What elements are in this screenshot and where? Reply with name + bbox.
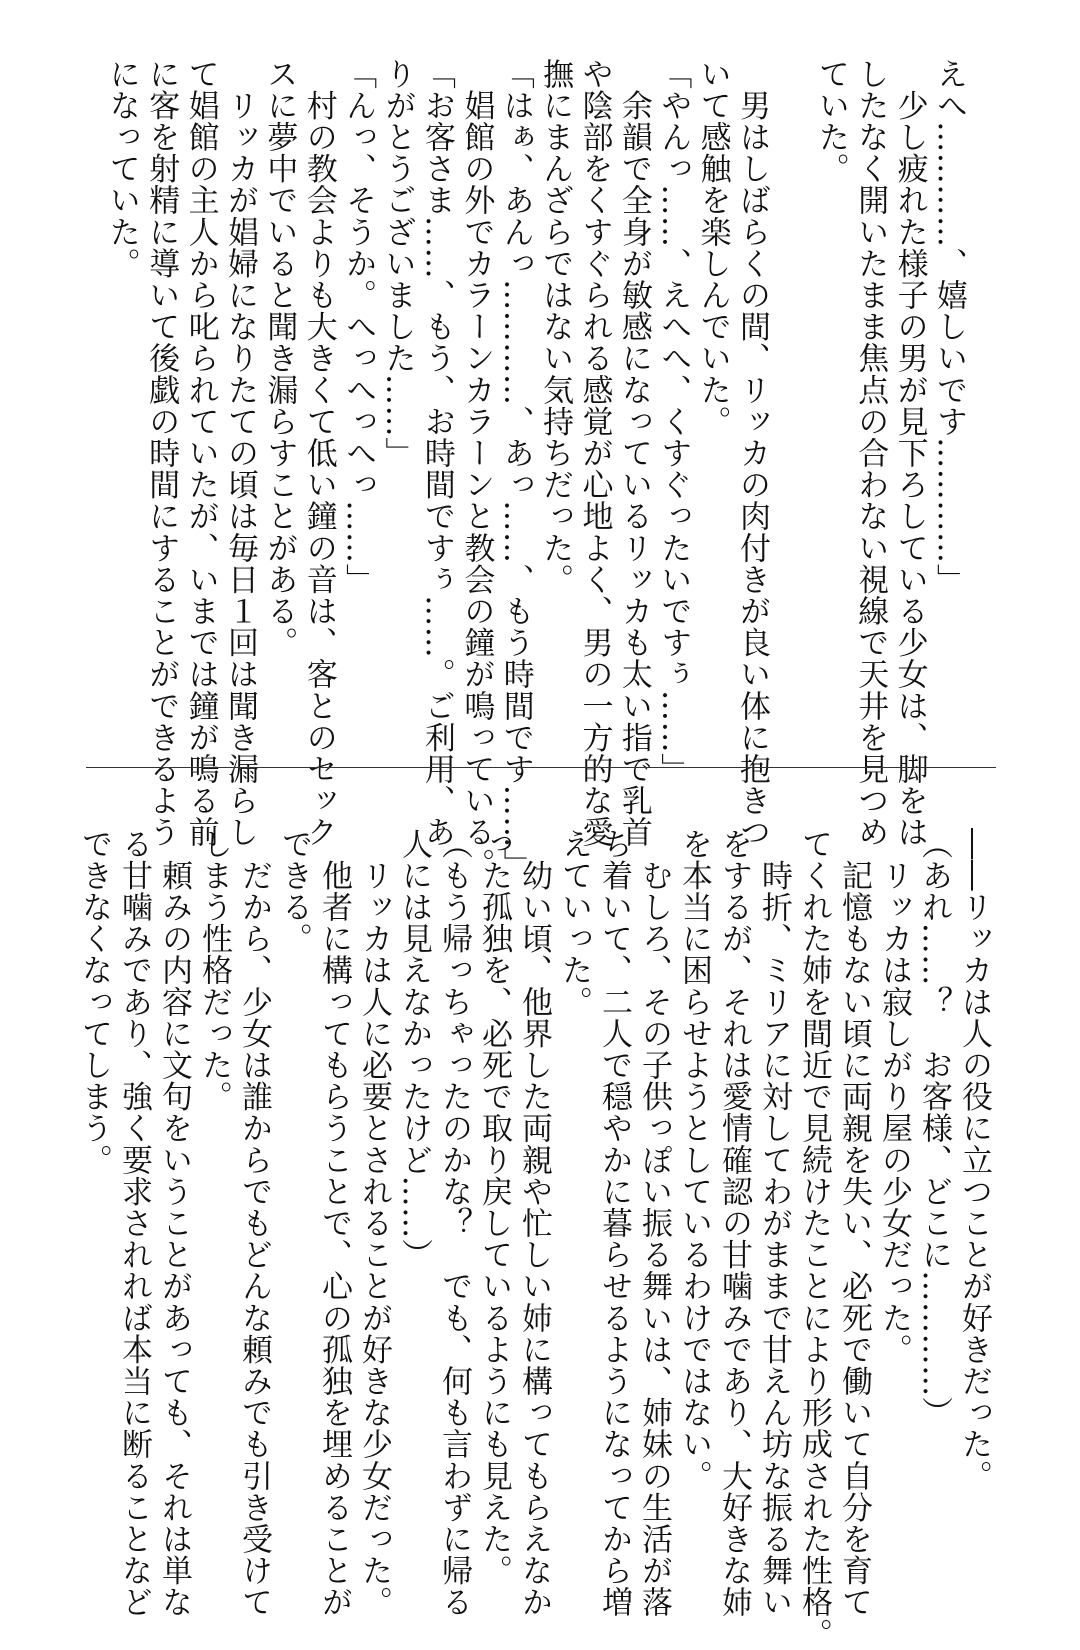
text-line: 幼い頃、他界した両親や忙しい姉に構ってもらえなか: [516, 828, 552, 1618]
text-line: ていた。: [812, 58, 849, 185]
text-line: 村の教会よりも大きくて低い鐘の音は、客とのセック: [300, 58, 337, 848]
text-line: をするが、それは愛情確認の甘噛みであり、大好きな姉: [716, 828, 752, 1618]
text-line: った孤独を、必死で取り戻しているようにも見えた。: [476, 828, 512, 1587]
text-line: 男はしばらくの間、リッカの肉付きが良い体に抱きつ: [734, 58, 771, 848]
text-line: りがとうございました……」: [379, 58, 416, 469]
section-divider: [86, 767, 996, 768]
text-line: 「んっ、そうか。へっへっへっ……」: [340, 58, 377, 596]
top-text-block: [101, 58, 968, 880]
bottom-text-block: [74, 828, 994, 1650]
text-line: る甘噛みであり、強く要求されれば本当に断ることなど: [116, 828, 152, 1618]
text-line: や陰部をくすぐられる感覚が心地よく、男の一方的な愛: [576, 58, 613, 848]
text-line: リッカは人に必要とされることが好きな少女だった。: [356, 828, 392, 1618]
text-line: いて感触を楽しんでいた。: [694, 58, 731, 438]
text-line: [771, 58, 810, 880]
text-line: 頼みの内容に文句をいうことがあっても、それは単な: [156, 828, 192, 1618]
text-line: 撫にまんざらではない気持ちだった。: [537, 58, 574, 596]
text-line: 少し疲れた様子の男が見下ろしている少女は、脚をは: [891, 58, 928, 848]
text-line: ――リッカは人の役に立つことが好きだった。: [956, 828, 992, 1492]
text-line: 人には見えなかったけど……）: [396, 828, 432, 1271]
text-line: （あれ……？ お客様、どこに…………）: [916, 828, 952, 1429]
text-line: えへ…………、嬉しいです…………」: [931, 58, 967, 596]
text-line: 「やんっ……、えへへ、くすぐったいですぅ……」: [655, 58, 692, 785]
text-line: になっていた。: [103, 58, 140, 280]
text-line: て娼館の主人から叱られていたが、いまでは鐘が鳴る前: [182, 58, 219, 848]
text-line: スに夢中でいると聞き漏らすことがある。: [261, 58, 298, 659]
text-line: ち着いて、二人で穏やかに暮らせるようになってから増: [596, 828, 632, 1618]
text-line: だから、少女は誰からでもどんな頼みでも引き受けて: [236, 828, 272, 1618]
text-line: 「はぁ、あんっ…………、あっ……、もう時間です……」: [497, 58, 534, 880]
text-line: てくれた姉を間近で見続けたことにより形成された性格。: [796, 828, 832, 1650]
text-line: 「お客さま……、もう、お時間ですぅ……。ご利用、あ: [418, 58, 455, 848]
text-line: できる。: [276, 828, 312, 955]
text-line: したなく開いたまま焦点の合わない視線で天井を見つめ: [852, 58, 889, 848]
text-line: 余韻で全身が敏感になっているリッカも太い指で乳首: [615, 58, 652, 848]
text-line: 記憶もない頃に両親を失い、必死で働いて自分を育て: [836, 828, 872, 1618]
text-line: を本当に困らせようとしているわけではない。: [676, 828, 712, 1492]
text-line: リッカが娼婦になりたての頃は毎日１回は聞き漏らし: [221, 58, 258, 848]
text-line: リッカは寂しがり屋の少女だった。: [876, 828, 912, 1366]
text-line: しまう性格だった。: [196, 828, 232, 1113]
text-line: むしろ、その子供っぽい振る舞いは、姉妹の生活が落: [636, 828, 672, 1618]
text-line: 他者に構ってもらうことで、心の孤独を埋めることが: [316, 828, 352, 1618]
text-line: 時折、ミリアに対してわがままで甘えん坊な振る舞い: [756, 828, 792, 1618]
text-line: えていった。: [556, 828, 592, 1018]
text-line: に客を射精に導いて後戯の時間にすることができるよう: [143, 58, 180, 848]
text-line: できなくなってしまう。: [76, 828, 112, 1176]
text-line: （もう帰っちゃったのかな？ でも、何も言わずに帰る: [436, 828, 472, 1618]
text-line: 娼館の外でカラーンカラーンと教会の鐘が鳴っている。: [458, 58, 495, 880]
